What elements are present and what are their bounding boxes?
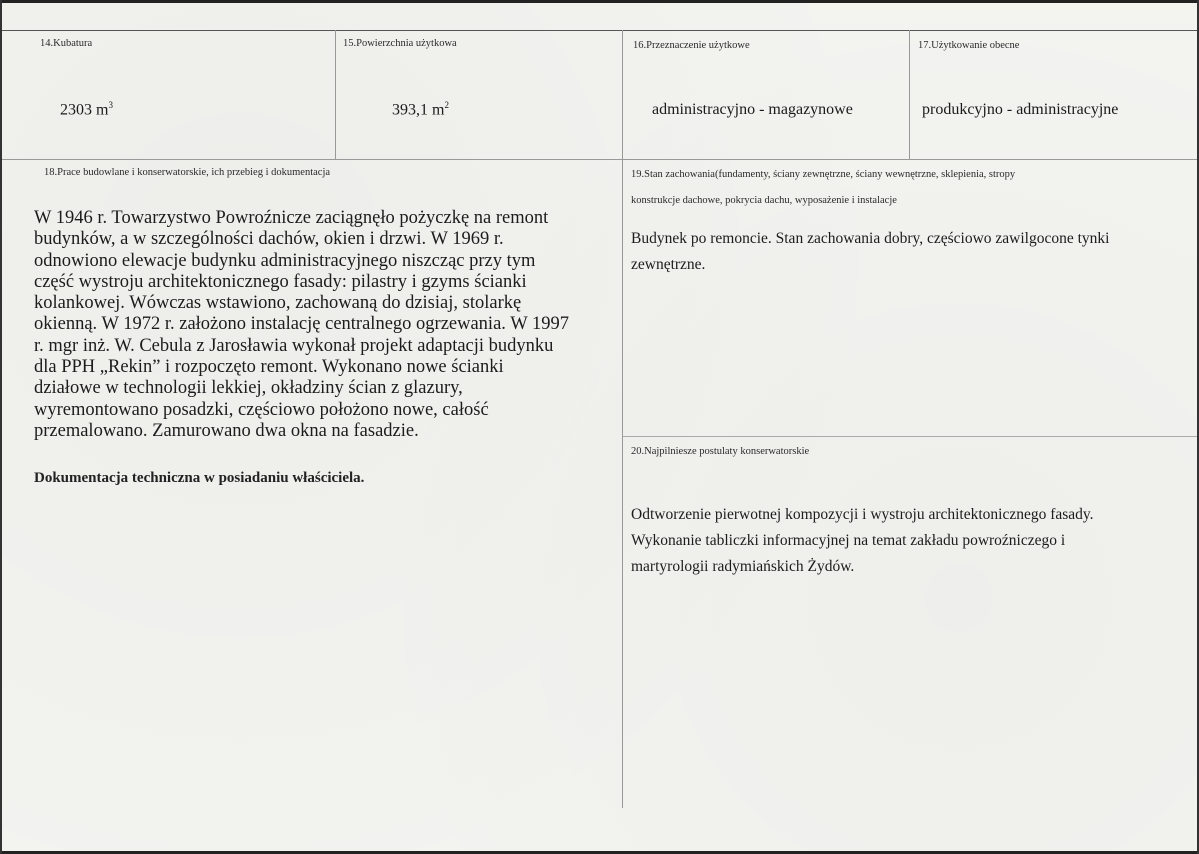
- prace-budowlane-label: 18.Prace budowlane i konserwatorskie, ich przebieg i dokumentacja: [44, 167, 331, 178]
- kubatura-label: 14.Kubatura: [40, 38, 93, 49]
- text-line: Budynek po remoncie. Stan zachowania dobry, częściowo zawilgocone tynki: [631, 230, 1110, 247]
- column-divider-3: [909, 30, 910, 159]
- postulaty-label: 20.Najpilniesze postulaty konserwatorskie: [631, 446, 810, 457]
- text-line: odnowiono elewacje budynku administracyjnego niszcząc przy tym: [34, 250, 536, 271]
- przeznaczenie-value: administracyjno - magazynowe: [652, 101, 853, 118]
- column-divider-1: [335, 30, 336, 159]
- text-line: W 1946 r. Towarzystwo Powroźnicze zaciągnęło pożyczkę na remont: [34, 208, 549, 228]
- row-divider-middle: [2, 159, 1197, 160]
- kubatura-value: 2303 $m^3$: [60, 100, 113, 119]
- stan-zachowania-text: [631, 226, 1171, 278]
- text-line: część wystroju architektonicznego fasady: pilastry i gzyms ścianki: [34, 271, 527, 292]
- text-line: przemalowano. Zamurowano dwa okna na fasadzie.: [34, 420, 419, 441]
- przeznaczenie-label: 16.Przeznaczenie użytkowe: [633, 40, 750, 51]
- powierzchnia-label: 15.Powierzchnia użytkowa: [343, 38, 457, 49]
- text-line: budynków, a w szczególności dachów, okien i drzwi. W 1969 r.: [34, 229, 504, 250]
- page-border-left: [0, 0, 2, 854]
- text-line: r. mgr inż. W. Cebula z Jarosławia wykonał projekt adaptacji budynku: [34, 335, 554, 356]
- text-line: Odtworzenie pierwotnej kompozycji i wystroju architektonicznego fasady.: [631, 506, 1094, 523]
- text-line: działowe w technologii lekkiej, okładziny ścian z glazury,: [34, 378, 463, 399]
- page-border-top: [0, 0, 1199, 3]
- label-line: konstrukcje dachowe, pokrycia dachu, wyposażenie i instalacje: [631, 195, 897, 206]
- text-line: wyremontowano posadzki, częściowo położono nowe, całość: [34, 399, 489, 420]
- uzytkowanie-label: 17.Użytkowanie obecne: [918, 40, 1020, 51]
- row-divider-top: [2, 30, 1197, 31]
- text-line: martyrologii radymiańskich Żydów.: [631, 558, 855, 575]
- stan-zachowania-label: [631, 162, 1151, 214]
- row-divider-right: [622, 436, 1197, 437]
- text-line: zewnętrzne.: [631, 256, 706, 273]
- label-line: 19.Stan zachowania(fundamenty, ściany zewnętrzne, ściany wewnętrzne, sklepienia, stropy: [631, 169, 1016, 180]
- dokumentacja-note: Dokumentacja techniczna w posiadaniu właściciela.: [34, 470, 365, 486]
- prace-budowlane-text: [34, 208, 624, 442]
- uzytkowanie-value: produkcyjno - administracyjne: [922, 101, 1119, 118]
- text-line: kolankowej. Wówczas wstawiono, zachowaną do dzisiaj, stolarkę: [34, 293, 522, 314]
- text-line: Wykonanie tabliczki informacyjnej na temat zakładu powroźniczego i: [631, 532, 1066, 549]
- text-line: okienną. W 1972 r. założono instalację centralnego ogrzewania. W 1997: [34, 314, 569, 335]
- text-line: dla PPH „Rekin” i rozpoczęto remont. Wykonano nowe ścianki: [34, 357, 504, 378]
- postulaty-text: [631, 502, 1171, 580]
- powierzchnia-value: 393,1 $m^2$: [392, 100, 449, 119]
